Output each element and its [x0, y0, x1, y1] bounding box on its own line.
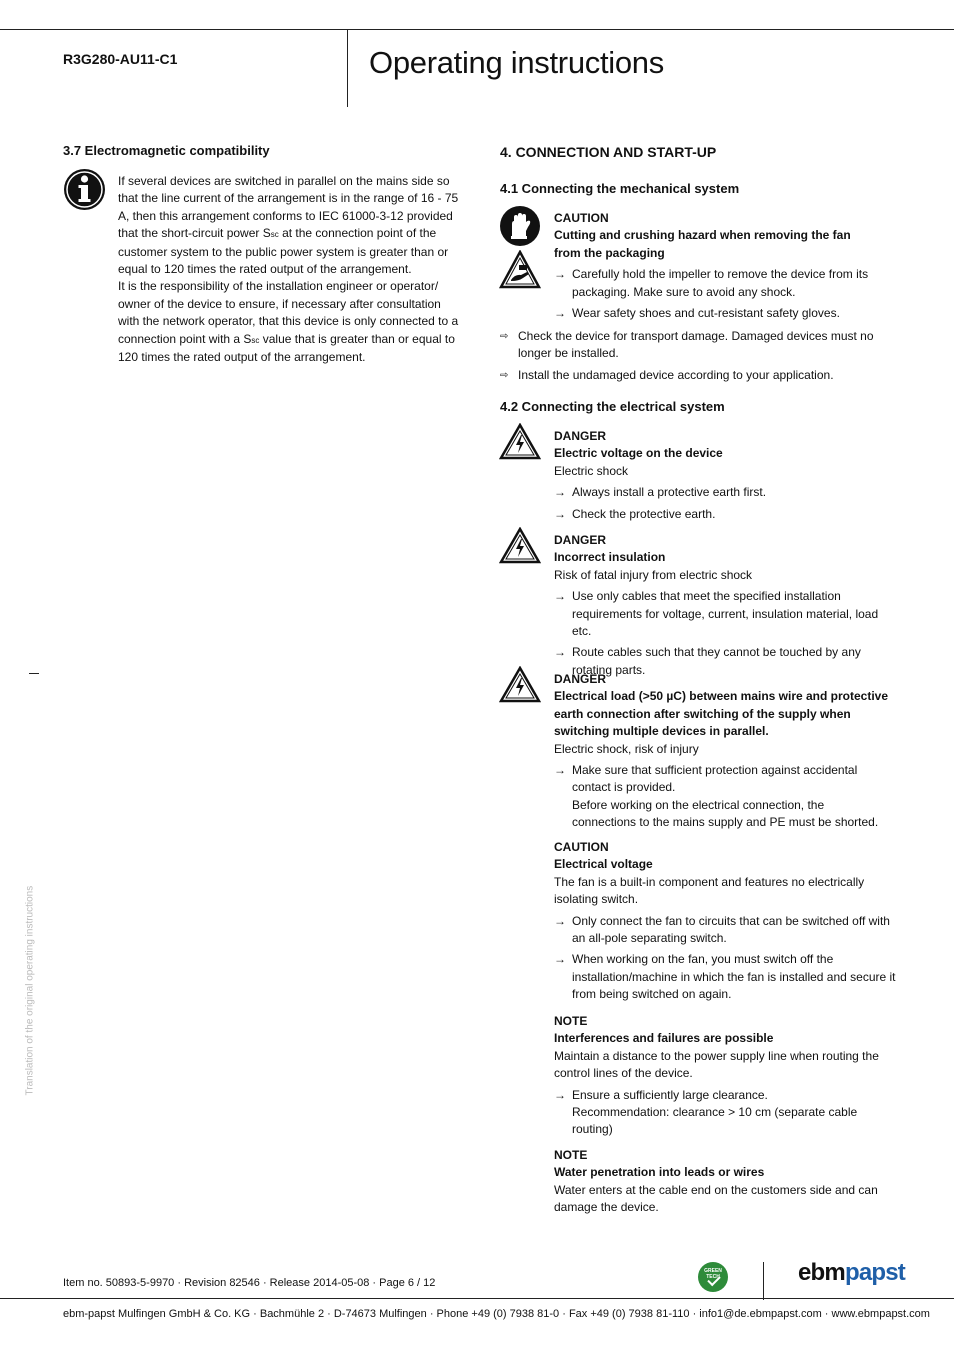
emc-paragraph-2: It is the responsibility of the installation engineer or operator/ owner of the device to ensure, if necessary after consultation with the network operator, that this device is only connected to a connection point with a Ssc value that is greater than or equal to 120 times the rated output of the arrangement.	[118, 279, 459, 365]
arrow-icon: →	[554, 506, 566, 521]
item-info: Item no. 50893-5-9970 · Revision 82546 · Release 2014-05-08 · Page 6 / 12	[63, 1277, 436, 1289]
arrow-icon: →	[554, 306, 566, 321]
header-top-rule	[0, 29, 954, 30]
high-voltage-warning-icon	[499, 423, 541, 464]
bullet-arrow-icon: ⇨	[500, 331, 509, 342]
info-icon	[63, 168, 106, 214]
caution-instruction: → When working on the fan, you must switch off the installation/machine in which the fan is installed and secure it from being switched on again.	[554, 952, 896, 1002]
danger-label: DANGER	[554, 429, 607, 443]
caution-title: Electrical voltage	[554, 857, 653, 872]
note-block-1	[554, 1013, 899, 1139]
crush-hazard-icon	[499, 250, 541, 293]
arrow-icon: →	[554, 645, 566, 660]
arrow-icon: →	[554, 267, 566, 282]
danger-instruction: → Check the protective earth.	[554, 506, 899, 523]
caution-instruction-1: → Carefully hold the impeller to remove the device from its packaging. Make sure to avoid any shock.	[554, 267, 869, 299]
arrow-icon: →	[554, 763, 566, 778]
danger-consequence: Electric shock, risk of injury	[554, 741, 699, 756]
note-label: NOTE	[554, 1148, 588, 1162]
caution-text: The fan is a built-in component and features no electrically isolating switch.	[554, 874, 865, 907]
danger-block-1	[554, 428, 899, 523]
danger-label: DANGER	[554, 672, 607, 686]
header-divider	[347, 29, 348, 107]
caution-instruction: → Only connect the fan to circuits that can be switched off with an all-pole separating switch.	[554, 913, 890, 946]
note-text: Maintain a distance to the power supply line when routing the control lines of the device.	[554, 1048, 879, 1081]
arrow-icon: →	[554, 1087, 566, 1102]
caution-block-electrical	[554, 839, 899, 1004]
arrow-icon: →	[554, 913, 566, 928]
arrow-icon: →	[554, 485, 566, 500]
note-title: Water penetration into leads or wires	[554, 1165, 765, 1180]
green-tech-badge: GREEN TECH	[698, 1262, 728, 1292]
page-title: Operating instructions	[369, 45, 664, 80]
checklist-item-2: ⇨ Install the undamaged device according to your application.	[500, 367, 890, 384]
arrow-icon: →	[554, 952, 566, 967]
danger-instruction: → Route cables such that they cannot be touched by any rotating parts.	[554, 645, 861, 677]
caution-block-mechanical	[554, 210, 899, 322]
company-info: ebm-papst Mulfingen GmbH & Co. KG · Bachmühle 2 · D-74673 Mulfingen · Phone +49 (0) 7938 81-0 · Fax +49 (0) 7938 81-110 · info1@de.ebmpapst.com · www.ebmpapst.com	[63, 1308, 930, 1320]
model-number: R3G280-AU11-C1	[63, 51, 178, 67]
subsection-heading-mechanical: 4.1 Connecting the mechanical system	[500, 181, 740, 196]
note-title: Interferences and failures are possible	[554, 1031, 774, 1046]
danger-block-2	[554, 532, 899, 679]
note-text: Water enters at the cable end on the customers side and can damage the device.	[554, 1182, 878, 1215]
footer-rule	[0, 1298, 954, 1299]
danger-consequence: Risk of fatal injury from electric shock	[554, 567, 753, 582]
emc-text	[118, 173, 460, 366]
mechanical-checklist	[500, 328, 890, 384]
danger-label: DANGER	[554, 533, 607, 547]
margin-mark	[29, 673, 39, 674]
footer-divider	[763, 1262, 764, 1300]
danger-consequence: Electric shock	[554, 463, 629, 478]
caution-label: CAUTION	[554, 840, 609, 854]
arrow-icon: →	[554, 589, 566, 604]
caution-instruction-2: → Wear safety shoes and cut-resistant safety gloves.	[554, 305, 899, 322]
note-instruction: → Ensure a sufficiently large clearance. Recommendation: clearance > 10 cm (separate cable routing)	[554, 1087, 899, 1139]
caution-title: Cutting and crushing hazard when removing the fan from the packaging	[554, 228, 851, 260]
note-label: NOTE	[554, 1014, 588, 1028]
subsection-heading-electrical: 4.2 Connecting the electrical system	[500, 399, 725, 414]
danger-title: Incorrect insulation	[554, 550, 666, 565]
ebmpapst-logo: ebmpapst	[798, 1259, 905, 1286]
caution-label: CAUTION	[554, 211, 609, 225]
danger-instruction: → Always install a protective earth first.	[554, 484, 899, 501]
danger-instruction: → Make sure that sufficient protection against accidental contact is provided. Before working on the electrical connection, the connections to the mains supply and PE must be shorted.	[554, 762, 899, 832]
danger-instruction-continued: Before working on the electrical connection, the connections to the mains supply and PE must be shorted.	[572, 797, 879, 830]
emc-paragraph-1: If several devices are switched in parallel on the mains side so that the line current of the arrangement is in the range of 16 - 75 A, then this arrangement conforms to IEC 61000-3-12 provided that the short-circuit power Ssc at the connection point of the customer system to the public power system is greater than or equal to 120 times the rated output of the arrangement.	[118, 174, 459, 277]
high-voltage-warning-icon	[499, 527, 541, 568]
note-block-2	[554, 1147, 899, 1217]
section-heading-connection: 4. CONNECTION AND START-UP	[500, 144, 717, 160]
bullet-arrow-icon: ⇨	[500, 369, 509, 381]
danger-title: Electric voltage on the device	[554, 446, 723, 461]
danger-block-3	[554, 671, 899, 832]
checklist-item-1: ⇨ Check the device for transport damage. Damaged devices must no longer be installed.	[500, 329, 874, 361]
side-note: Translation of the original operating instructions	[24, 885, 36, 1096]
section-heading-emc: 3.7 Electromagnetic compatibility	[63, 143, 270, 158]
danger-instruction: → Use only cables that meet the specified installation requirements for voltage, current, insulation material, load etc.	[554, 589, 879, 639]
high-voltage-warning-icon	[499, 666, 541, 707]
gloves-icon	[499, 205, 541, 250]
note-instruction-continued: Recommendation: clearance > 10 cm (separate cable routing)	[572, 1105, 858, 1137]
danger-title: Electrical load (>50 µC) between mains wire and protective earth connection after switching of the supply when switching multiple devices in parallel.	[554, 689, 889, 739]
